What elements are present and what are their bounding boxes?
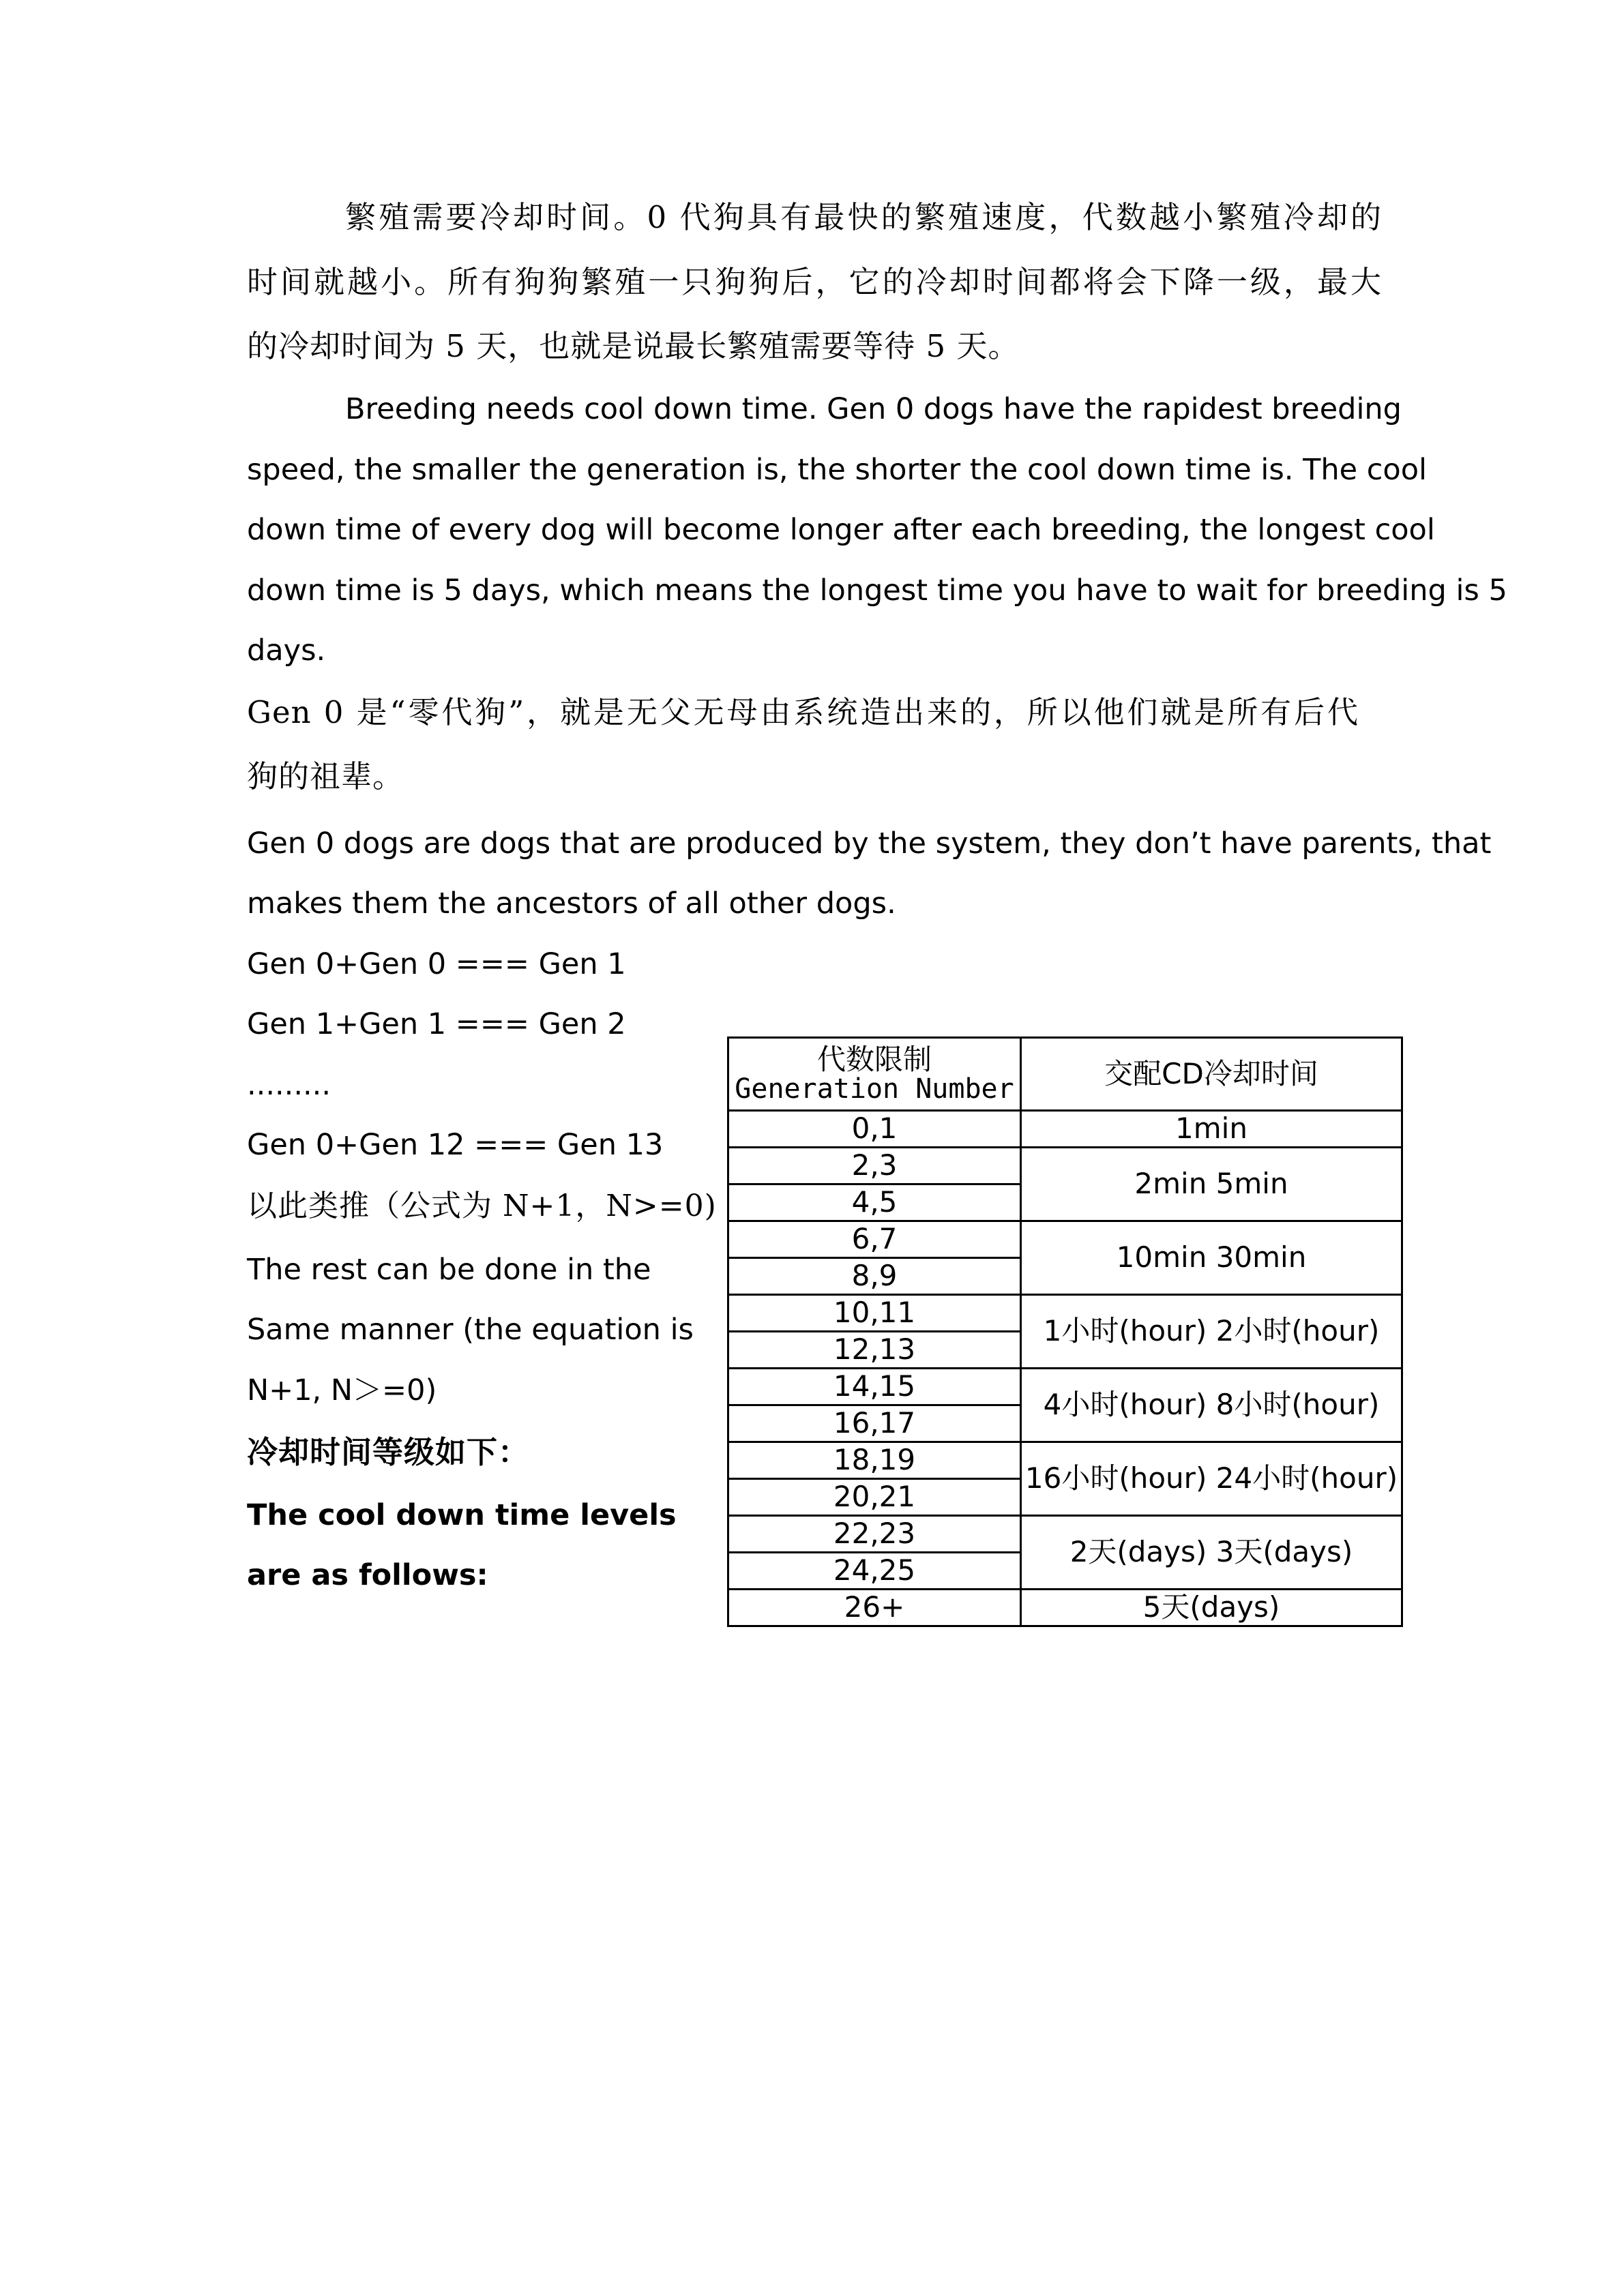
cooldown-cell: 1min xyxy=(1021,1111,1402,1148)
table-row xyxy=(728,1442,1402,1479)
cn-paragraph-1-line-1: 繁殖需要冷却时间。0 代狗具有最快的繁殖速度，代数越小繁殖冷却的 xyxy=(345,199,1382,235)
cn-paragraph-1-line-3: 的冷却时间为 5 天，也就是说最长繁殖需要等待 5 天。 xyxy=(247,328,1020,364)
en-paragraph-1-line-3: down time of every dog will become longer after each breeding, the longest cool xyxy=(247,513,1435,547)
gen-cell: 16,17 xyxy=(728,1405,1021,1442)
table-row xyxy=(728,1295,1402,1332)
header-generation xyxy=(728,1038,1021,1111)
table-row xyxy=(728,1148,1402,1184)
table-row xyxy=(728,1590,1402,1626)
cooldown-cell: 2min 5min xyxy=(1021,1148,1402,1221)
formula-gen2: Gen 1+Gen 1 === Gen 2 xyxy=(247,1007,626,1041)
gen-cell: 22,23 xyxy=(728,1516,1021,1553)
formula-gen13: Gen 0+Gen 12 === Gen 13 xyxy=(247,1128,664,1162)
gen-cell: 18,19 xyxy=(728,1442,1021,1479)
table-row xyxy=(728,1111,1402,1148)
en-paragraph-1-line-1: Breeding needs cool down time. Gen 0 dogs have the rapidest breeding xyxy=(345,392,1402,426)
cooldown-cell: 2天(days) 3天(days) xyxy=(1021,1516,1402,1590)
cooldown-cell: 1小时(hour) 2小时(hour) xyxy=(1021,1295,1402,1369)
gen-cell: 12,13 xyxy=(728,1332,1021,1369)
header-generation-en: Generation Number xyxy=(735,1073,1014,1105)
gen-cell: 26+ xyxy=(728,1590,1021,1626)
cn-paragraph-2-line-1: Gen 0 是“零代狗”，就是无父无母由系统造出来的，所以他们就是所有后代 xyxy=(247,694,1359,730)
formula-rule-en-line-2: Same manner (the equation is xyxy=(247,1313,694,1347)
cooldown-cell: 10min 30min xyxy=(1021,1221,1402,1295)
gen-cell: 4,5 xyxy=(728,1184,1021,1221)
formula-rule-cn: 以此类推（公式为 N+1，N>=0) xyxy=(247,1189,717,1223)
table-row xyxy=(728,1221,1402,1258)
gen-cell: 2,3 xyxy=(728,1148,1021,1184)
en-paragraph-2-line-2: makes them the ancestors of all other dogs. xyxy=(247,886,896,921)
gen-cell: 14,15 xyxy=(728,1369,1021,1405)
cn-paragraph-1-line-2: 时间就越小。所有狗狗繁殖一只狗狗后，它的冷却时间都将会下降一级，最大 xyxy=(247,264,1382,300)
cn-paragraph-2-line-2: 狗的祖辈。 xyxy=(247,758,404,794)
levels-heading-en-line-2: are as follows: xyxy=(247,1558,488,1592)
formula-rule-en-line-3: N+1, N＞=0) xyxy=(247,1373,437,1407)
gen-cell: 24,25 xyxy=(728,1553,1021,1590)
table-header-row xyxy=(728,1038,1402,1111)
header-cooldown: 交配CD冷却时间 xyxy=(1021,1038,1402,1111)
gen-cell: 8,9 xyxy=(728,1258,1021,1295)
gen-cell: 20,21 xyxy=(728,1479,1021,1516)
en-paragraph-2-line-1: Gen 0 dogs are dogs that are produced by the system, they don’t have parents, that xyxy=(247,826,1492,861)
cooldown-cell: 16小时(hour) 24小时(hour) xyxy=(1021,1442,1402,1516)
formula-gen1: Gen 0+Gen 0 === Gen 1 xyxy=(247,947,626,981)
formula-ellipsis: ......... xyxy=(247,1068,331,1102)
header-generation-cn: 代数限制 xyxy=(816,1042,932,1076)
levels-heading-en-line-1: The cool down time levels xyxy=(247,1498,677,1532)
gen-cell: 10,11 xyxy=(728,1295,1021,1332)
cooldown-cell: 5天(days) xyxy=(1021,1590,1402,1626)
cooldown-table xyxy=(727,1037,1403,1627)
table-row xyxy=(728,1516,1402,1553)
formula-rule-en-line-1: The rest can be done in the xyxy=(247,1253,651,1287)
en-paragraph-1-line-4: down time is 5 days, which means the longest time you have to wait for breeding is 5 xyxy=(247,573,1507,608)
levels-heading-cn: 冷却时间等级如下： xyxy=(247,1434,530,1470)
gen-cell: 6,7 xyxy=(728,1221,1021,1258)
table-row xyxy=(728,1369,1402,1405)
en-paragraph-1-line-5: days. xyxy=(247,633,326,668)
en-paragraph-1-line-2: speed, the smaller the generation is, the shorter the cool down time is. The cool xyxy=(247,453,1427,487)
cooldown-cell: 4小时(hour) 8小时(hour) xyxy=(1021,1369,1402,1442)
gen-cell: 0,1 xyxy=(728,1111,1021,1148)
